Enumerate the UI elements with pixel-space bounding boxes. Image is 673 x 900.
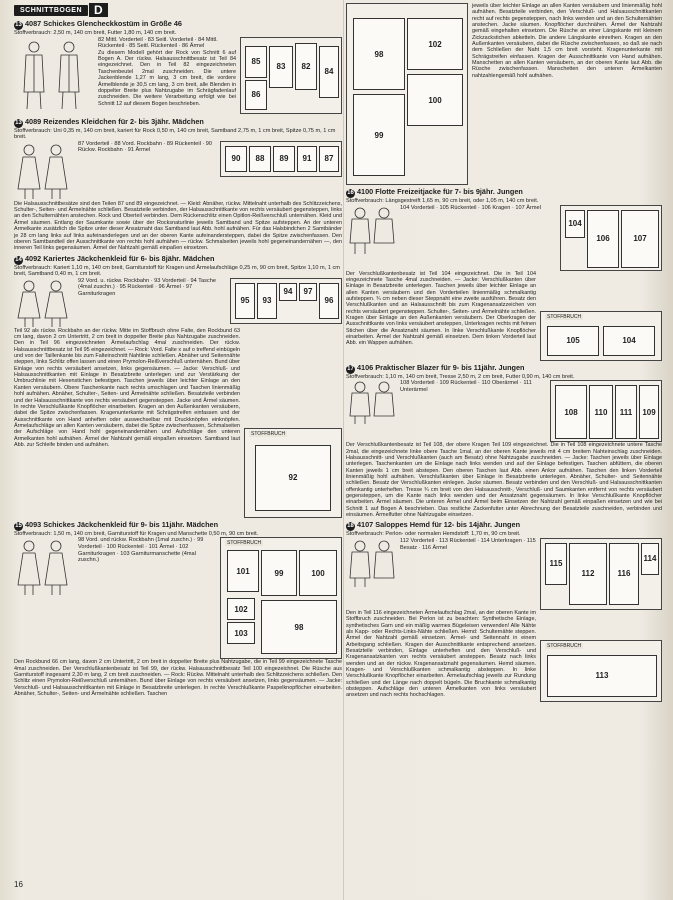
section-4106 bbox=[346, 363, 662, 519]
section-4100 bbox=[346, 187, 662, 361]
pattern-piece: 116 bbox=[609, 543, 639, 605]
pattern-piece: 90 bbox=[225, 146, 247, 172]
pattern-layout bbox=[346, 3, 468, 185]
fold-label: STOFFBRUCH bbox=[547, 642, 582, 649]
fabric-consumption: Stoffverbrauch: 2,50 m, 140 cm breit, Futter 1,80 m, 140 cm breit. bbox=[14, 30, 177, 36]
pattern-layout bbox=[540, 538, 662, 610]
pattern-layout bbox=[230, 278, 342, 324]
fabric-consumption: Stoffverbrauch: Längsgestreift 1,65 m, 90 cm breit, oder 1,05 m, 140 cm breit. bbox=[346, 198, 539, 204]
model-sketch bbox=[346, 380, 396, 424]
parts-list: 82 Mittl. Vorderteil · 83 Seitl. Vorderteil · 84 Mittl. Rückenteil · 85 Seitl. Rückenteil · 86 Ärmel bbox=[98, 36, 218, 50]
pattern-piece: 94 bbox=[279, 283, 297, 301]
pattern-piece: 93 bbox=[257, 283, 277, 319]
model-sketch bbox=[14, 537, 74, 597]
pattern-piece: 83 bbox=[269, 46, 293, 88]
pattern-piece: 104 bbox=[565, 210, 585, 238]
pattern-piece: 97 bbox=[299, 283, 317, 301]
pattern-piece: 84 bbox=[319, 46, 339, 98]
pattern-piece: 108 bbox=[555, 385, 587, 439]
fold-label: STOFFBRUCH bbox=[547, 313, 582, 320]
fabric-consumption: Stoffverbrauch: 1,50 m, 140 cm breit, Garniturstoff für Kragen und Manschette 0,50 m, 90 cm breit. bbox=[14, 530, 259, 537]
pattern-layout-back bbox=[540, 640, 662, 702]
section-title: 17 4106 Praktischer Blazer für 9- bis 11jähr. Jungen bbox=[347, 362, 525, 372]
model-sketch bbox=[14, 37, 94, 112]
pattern-piece: 82 bbox=[295, 43, 317, 90]
pattern-piece: 102 bbox=[407, 18, 463, 70]
pattern-piece: 89 bbox=[273, 146, 295, 172]
section-4087 bbox=[14, 19, 342, 114]
pattern-piece: 102 bbox=[227, 598, 255, 620]
pattern-piece: 105 bbox=[547, 326, 599, 356]
pattern-layout bbox=[560, 205, 662, 271]
pattern-layout bbox=[220, 141, 342, 177]
model-sketch bbox=[346, 205, 396, 255]
header-label: SCHNITTBOGEN bbox=[14, 5, 88, 16]
fabric-consumption: Stoffverbrauch: Perlon- oder normalen Hemdstoff: 1,70 m, 90 cm breit. bbox=[346, 531, 521, 538]
section-4089 bbox=[14, 117, 342, 252]
pattern-layout bbox=[550, 380, 662, 442]
parts-list: 112 Vorderteil · 113 Rückenteil · 114 Unterkragen · 115 Besatz · 116 Ärmel bbox=[400, 537, 536, 551]
section-title: 13 4087 Schickes Glencheckkostüm in Größe 46 bbox=[15, 19, 182, 28]
left-column bbox=[14, 0, 342, 697]
pattern-piece: 96 bbox=[319, 283, 339, 319]
parts-list: 87 Vorderteil · 88 Vord. Rockbahn · 89 Rückenteil · 90 Rückw. Rockbahn · 91 Ärmel bbox=[78, 140, 213, 154]
fabric-consumption: Stoffverbrauch: Uni 0,35 m, 140 cm breit, kariert für Rock 0,50 m, 140 cm breit, Samtband 2,75 m, 1 cm breit, Spitze 0,75 m, 1 cm breit. bbox=[14, 127, 336, 141]
header-letter: D bbox=[89, 3, 108, 17]
section-4093 bbox=[14, 520, 342, 698]
model-sketch bbox=[346, 538, 396, 588]
instructions: Die Halsausschnittbesätze sind den Teilen 87 und 89 eingezeichnet. — Kleid: Abnäher, rückw. Mittelnaht unterhalb des Schlitzzeichens, Schulter-, Seiten- und Ärmelnähte schließen. Besatzteile verbinden, der Halsausschnittkante von rechts versäubert gegensteppen, links an den Schulternähten anstechen. Rock und Oberteil verbinden. Dem Rückenschlitz einen Opitlon-Reißverschluß unternähen. Kleid und Ärmel säumen. Entlang der Saumkante sowie über der Rocksnaturlinie jeweils Samtband und Spitze aufsteppen. An der unteren Armelkante zusätzlich die Spitze unter dieser Ansatznaht das Samtband laut Abb. hohl aufnähen. Für das Halsbindchen 2 Samtbänder je 28 cm lang links auf links aufeinanderlegen und an der oberen Kante aufeinandersteppen, dabei die Spitze zwischenfassen. Den oberen Samtbandteil der Ausschnittkante von rechts hohl aufnähen — rückw. Schmalseiten jeweils hohl gegeneinandernähen —, den inneren Teil links gegensäumen. Ärmel der Nahtzahl gemäß einpaßen einsetzen. bbox=[14, 200, 342, 252]
parts-list: 104 Vorderteil · 105 Rückenteil · 106 Kragen · 107 Ärmel bbox=[400, 204, 541, 211]
pattern-piece: 111 bbox=[615, 385, 637, 439]
pattern-layout-skirt bbox=[244, 428, 342, 518]
model-sketch bbox=[14, 141, 74, 201]
section-title: 14 4092 Kariertes Jäckchenkleid für 6- bis 8jähr. Mädchen bbox=[15, 253, 215, 263]
page-number: 16 bbox=[14, 880, 23, 889]
section-4092 bbox=[14, 254, 342, 518]
pattern-piece: 87 bbox=[319, 146, 339, 172]
parts-list: 92 Vord. u. rückw. Rockbahn · 93 Vorderteil · 94 Tasche (4mal zuschn.) · 95 Rückenteil · 96 Ärmel · 97 Garniturkragen bbox=[78, 277, 216, 297]
pattern-piece: 91 bbox=[297, 146, 317, 172]
instructions: Der Verschlußkantenbesatz ist Teil 108, der obere Kragen Teil 109 eingezeichnet. Die in Teil 108 eingezeichnete untere Tasche 2mal, die eingezeichnete linke obere Tasche 1mal, an der oberen Kante jeweils mit 4 cm breitem Nahteinschlag zuschneiden. Halsausschnitt- und Verschlußkanten (auch am Besatz) ohne Nahtzugabe zuschneiden. — Jacke: Taschen jeweils über Einlage unterlegen. Taschenkanten um die Einlage nach links wenden und auf der Einlage befestigen. Taschen abfüttern, die oberen Kanten jeweils 1 cm breit abstepen. Den oberen Taschen laut Abb. einen Ankor aufnähen. Taschen den linken Vorderteil linienmäßig hohl aufnähen. Verschlußkanten über Einlage in Besatzbreite unterlegen. Abnäher, Schulter- und Seitennähte schließen. Besatz der Verschlußkanten einlegen. Jacke säumen. Besatz verbinden und den Verschluß- und Halsausschnittkanten offenkantig unterheften. Tresse ¾ cm breit von den Halsausschnitt-, Verschluß- und Saumkanten entfernt von rechts versäubert gegensteppen, um die Kante nach links wenden und der Ansatznaht gegensäumen. In linke Verschlußkante Knopflöcher einarbeiten. Ärmel säumen. Die unteren Ärmel und Ärmel beim Einsetzen der Nahtzahl gemäß einpaßen einsetzen und wie bei Schnitt 1 auf Bogen A beschrieben. Das restliche Zackenfutter unter Abrechnung der Besatzteile zuschneiden, verbinden und einsäumen. Ärmelfutter ohne Nahtzugabe einsetzen. bbox=[346, 442, 662, 518]
section-title: 13 4089 Reizendes Kleidchen für 2- bis 3jähr. Mädchen bbox=[15, 116, 204, 126]
pattern-piece: 114 bbox=[641, 543, 659, 575]
pattern-piece: 99 bbox=[353, 94, 405, 176]
model-sketch bbox=[14, 278, 74, 328]
pattern-piece: 92 bbox=[255, 445, 331, 511]
column-divider bbox=[343, 0, 344, 900]
parts-list: 98 Vord. und rückw. Rockbahn (1mal zuschn.) · 99 Vorderteil · 100 Rückenteil · 101 Ärmel · 102 Garniturkragen · 103 Garniturmanschette (4mal zuschn.) bbox=[78, 537, 204, 564]
fold-label: STOFFBRUCH bbox=[227, 540, 262, 547]
section-title: 15 4093 Schickes Jäckchenkleid für 9- bis 11jähr. Mädchen bbox=[15, 519, 219, 529]
instructions: Teil 92 als rückw. Rockbahn an der rückw. Mitte im Stoffbruch ohne Falte, den Rockbund 63 cm lang, davon 2 cm Untertritt, 2 cm breit in doppelter Breite plus Nahtzugabe zuschneiden. Den in Teil 96 eingezeichneten Ärmelaufschlag 4mal zuschneiden. Der rückw. Halsausschnittbesatz ist Teil 95 eingezeichnet. — Rock: Vord. Falte x auf o treffend einbügeln und von der Taillenkante bis zum Falteinschnitt Nahtlinie schließen. Abnäher und Seitennähte steppen, links Schlitz offen lassen und einen Prymolon-Reißverschluß unternähen. Bund über Einlage von rechts versäubert ansetzen, links gegensäumen. — Jacke: Verschluß- und Halsausschnittkanten mit Einlage in Besatzbreite unterlegen und zur Verstärkung der Umbruchlinie mit Hexenstichen befestigen. Taschen jeweils über leichter Einlage an den Kanten versäubern. Obere Taschenkante nach rechts umschlagen und Taschen linienmäßig hohl aufnähen. Abnäher, Schulter-, Seiten- und Ärmelnähte schließen. Besatzteile verbinden und der Halsausschnittkante von rechts versäubert gegensteppen. Jacke und Ärmel säumen. In rechte Verschlußkante Knopflöcher einarbeiten. Kragen an den Außenkanten versäubern, dabei die Spitze zwischenfassen. Kragenunterkante mit Schrägstreifen einfassen und der Ausschnittkante von Hand anheften oder auswechselbar mit Druckknöpfen einknöpfen. Ärmelaufschläge an allen Kanten versäubern, dabei die Spitze zwischenfassen, Schmalseiten der Aufschläge von Hand hohl gegeneinandernähen und Aufschläge den unteren Armelkanten hohl aufnähen. Ärmel der Nahtzahl gemäß einpaßen einsetzen. Samtband laut Abb. zur Schleife binden und aufnähen. bbox=[14, 327, 240, 448]
fold-label: STOFFBRUCH bbox=[251, 430, 286, 437]
pattern-piece: 100 bbox=[407, 74, 463, 126]
pattern-layout bbox=[240, 37, 342, 114]
pattern-piece: 115 bbox=[545, 543, 567, 585]
pattern-piece: 109 bbox=[639, 385, 659, 439]
pattern-piece: 100 bbox=[299, 550, 337, 596]
pattern-layout bbox=[220, 537, 342, 659]
pattern-piece: 113 bbox=[547, 655, 657, 697]
pattern-piece: 98 bbox=[261, 600, 337, 654]
instructions-continued: jeweils über leichter Einlage an allen Kanten versäubern und linienmäßig hohl aufnähen. Besatzteile verbinden, den Verschluß- und Halsausschnittkanten recht auf rechts gegensteppen, nach links wenden und an den Schulternähten anstechen. Jacke säumen. Knopflöcher durchnähen. Ärmel der Nahtzahl gemäß eingehalten einsetzen. Die Rüsche an einer Längskante mit kleinem Zickzackstichen abketteln. Die andere Längskante einreihen. Kragen an den Außenkanten versäubern, dabei die Rüsche zwischenfassen, so daß sie nach dem Schließen der Naht 1,5 cm breit vorsteht. Kragenunterkante mit Schrägstreifen einfassen. Kragen der Ausschnittkante von Hand aufnähen. Manschetten an allen Kanten versäubern, an der oberen Kante laut Abb. die Rüsche zwischenfassen. Manschetten den unteren Ärmelkanten nahtzahlengemäß hohl aufnähen. bbox=[472, 3, 662, 79]
section-4093-continued bbox=[346, 3, 662, 185]
pattern-piece: 98 bbox=[353, 18, 405, 90]
page-header bbox=[14, 3, 342, 17]
instructions: Den Rockbund 66 cm lang, davon 2 cm Untertritt, 2 cm breit in doppelter Breite plus Nahtzugabe, die in Teil 99 eingezeichnete Tasche 4mal zuschneiden. Der Verschlußkantenbesatz ist Teil 99, der rückw. Halsausschnittbesatz Teil 100 eingezeichnet. Die Rüsche aus Garniturstoff insgesamt 2,30 m lang, 2 cm breit zuschneiden. — Rock: Rückw. Mittelnaht unterhalb des Schlitzzeichens schließen. Den Schlitz einen Prymolon-Reißverschluß unternähen. Bund über Einlage von rechts versäubert ansetzen, links gegensäumen. — Jacke: Verschluß- und Halsausschnittkanten mit Einlage in Besatzbreite unterlegen. In rechte Verschlußkante Paspelknopflöcher einarbeiten. Abnäher, Schulter-, Seiten- und Ärmelnähte schließen. Taschen bbox=[14, 659, 342, 698]
pattern-piece: 107 bbox=[621, 210, 659, 268]
pattern-piece: 88 bbox=[249, 146, 271, 172]
pattern-piece: 86 bbox=[245, 80, 267, 110]
pattern-piece: 110 bbox=[589, 385, 613, 439]
instructions: Der Verschlußkantenbesatz ist Teil 104 eingezeichnet. Die in Teil 104 eingezeichnete Tasche 4mal zuschneiden. — Jacke: Verschlußkanten über Einlage in Besatzbreite unterlegen. Taschen jeweils über leichter Einlage an allen Kanten versäubern und den Vorderteilen linienmäßig schmalkantig aufsteppen. ¾ cm neben dieser Steppnaht eine zweite ausführen. Besatz den Verschlußkanten und an Halsausschnitt bis zum Kragenansatzzeichen von rechts versäubert gegensteppen. Schulter-, Seiten- und Ärmelnähte schließen. Kragen über Einlage an den Außenkanten versäubern. Der Oberkragen der Ausschnittkante von links versäubert ansteppen, Unterkragen rechts mit feinen Stichen über die Ansatznaht säumen. In linke Verschlußkante Knopflöcher einarbeiten. Ärmel der Nahtzahl gemäß einsetzen. Dem linken Vorderteil laut Abb. ein Wappen aufnähen. bbox=[346, 270, 536, 347]
pattern-piece: 101 bbox=[227, 550, 259, 592]
pattern-layout-back bbox=[540, 311, 662, 361]
pattern-piece: 95 bbox=[235, 283, 255, 319]
section-4107 bbox=[346, 520, 662, 702]
right-column bbox=[346, 0, 662, 702]
section-title: 16 4100 Flotte Freizeitjacke für 7- bis 9jähr. Jungen bbox=[347, 187, 523, 196]
fabric-consumption: Stoffverbrauch: Kariert 1,10 m, 140 cm breit, Garniturstoff für Kragen und Ärmelaufschläge 0,25 m, 90 cm breit, Spitze 1,10 m, 1 cm breit, Samtband 0,40 m, 1 cm breit. bbox=[14, 264, 340, 278]
pattern-piece: 85 bbox=[245, 46, 267, 78]
section-title: 18 4107 Saloppes Hemd für 12- bis 14jähr. Jungen bbox=[347, 520, 521, 530]
pattern-piece: 104 bbox=[603, 326, 655, 356]
pattern-piece: 112 bbox=[569, 543, 607, 605]
pattern-piece: 99 bbox=[261, 550, 297, 596]
instructions: Zu diesem Modell gehört der Rock von Schnitt 6 auf Bogen A. Der rückw. Halsausschnittbesatz ist Teil 84 eingezeichnet. Den in Teil 82 eingezeichneten Taschenbeutel 2mal zuschneiden. Die untere Jackenblende 1,27 m lang, 3 cm breit, die vordere Ärmelblende je 30,5 cm lang, 3 cm breit, alle Blenden in doppelter Breite plus Nahtzugabe im Schrägfadenlauf zuschneiden. Die weitere Verarbeitung erfolgt wie bei Schnitt 12 auf diesem Bogen beschrieben. bbox=[98, 49, 236, 107]
instructions: Den in Teil 116 eingezeichneten Ärmelaufschlag 2mal, an der oberen Kante im Stoffbruch zuschneiden. Bei Perlon ist zu beachten: Synthetische Einlage, synthetisches Garn und ein mäßig warmes Bügeleisen verwenden! Alle Nähte als Kapp- oder Rechts-Links-Nähte schließen. Hemd: Schulternähte steppen. Ärmel der Nahtzahl gemäß einsetzen. Ärmel- und Seitennaht in einem Arbeitsgang schließen. Kragen der Ausschnittkante entsprechend ansetzen. Besatzteile verbinden, Einlage unterheften und den Verschluß- und Kragenansatzkanten von rechts versäubert ansteppen. Besatz nach links wenden und an der rückw. Kragenansatznaht gegensäumen. Hemd säumen. Kragen- und Verschlußkanten schmalkantig absteppen. In linke Verschlußkante Knopflöcher einarbeiten. Ärmelaufschlag jeweils zur Rundung schließen und der Länge nach doppelt bügeln. Die Bruchkante schmalkantig obsteppen. Aufschläge den unteren Ärmelkanten von links versäubert ansetzen und nach rechts hochschlagen. bbox=[346, 609, 536, 699]
pattern-piece: 103 bbox=[227, 622, 255, 644]
parts-list: 108 Vorderteil · 109 Rückenteil · 110 Oberärmel · 111 Unterärmel bbox=[400, 380, 532, 393]
fabric-consumption: Stoffverbrauch: 1,10 m, 140 cm breit, Tresse 2,50 m, 2 cm breit, Futter 0,90 m, 140 cm breit. bbox=[346, 373, 575, 380]
pattern-piece: 106 bbox=[587, 210, 619, 268]
